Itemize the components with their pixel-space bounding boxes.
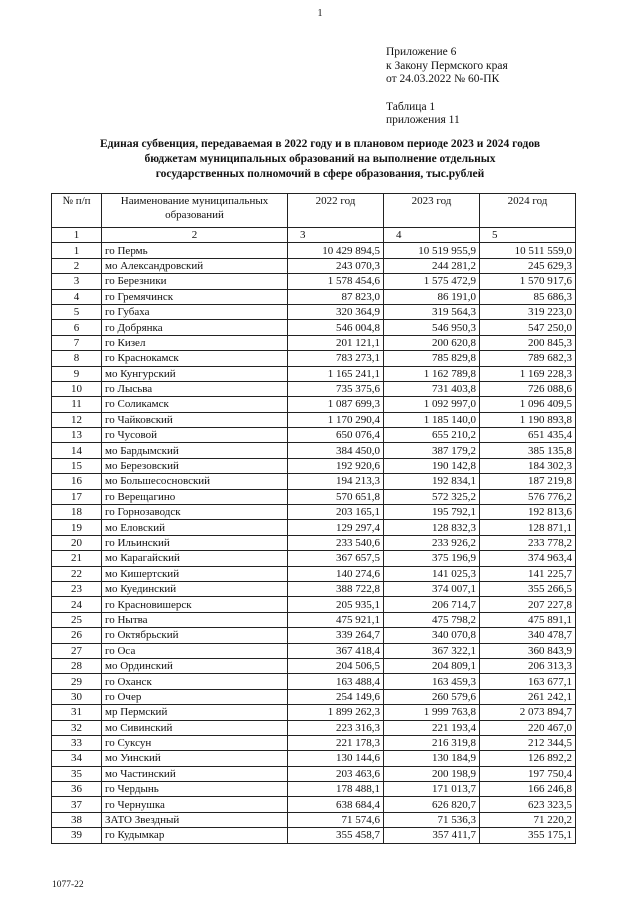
column-index: 5 (480, 228, 576, 243)
table-row (52, 505, 576, 520)
value-2024: 475 891,1 (480, 612, 576, 627)
value-2024: 200 845,3 (480, 335, 576, 350)
row-number: 38 (52, 812, 102, 827)
value-2024: 651 435,4 (480, 428, 576, 443)
row-number: 15 (52, 458, 102, 473)
value-2023: 367 322,1 (384, 643, 480, 658)
table-row (52, 274, 576, 289)
row-number: 29 (52, 674, 102, 689)
value-2023: 1 575 472,9 (384, 274, 480, 289)
municipality-name: мо Карагайский (102, 551, 288, 566)
table-label: Таблица 1 (386, 100, 436, 113)
value-2022: 10 429 894,5 (288, 243, 384, 258)
row-number: 14 (52, 443, 102, 458)
table-row (52, 828, 576, 843)
column-index: 1 (52, 228, 102, 243)
municipality-name: мо Еловский (102, 520, 288, 535)
value-2022: 201 121,1 (288, 335, 384, 350)
row-number: 20 (52, 535, 102, 550)
value-2024: 261 242,1 (480, 689, 576, 704)
table-row (52, 612, 576, 627)
value-2023: 130 184,9 (384, 751, 480, 766)
row-number: 22 (52, 566, 102, 581)
municipality-name: мо Бардымский (102, 443, 288, 458)
value-2023: 260 579,6 (384, 689, 480, 704)
municipality-name: го Березники (102, 274, 288, 289)
value-2024: 206 313,3 (480, 658, 576, 673)
appendix-line: к Закону Пермского края (386, 59, 508, 72)
municipality-name: го Верещагино (102, 489, 288, 504)
value-2024: 187 219,8 (480, 474, 576, 489)
value-2024: 360 843,9 (480, 643, 576, 658)
value-2024: 245 629,3 (480, 258, 576, 273)
municipality-name: го Лысьва (102, 381, 288, 396)
row-number: 36 (52, 782, 102, 797)
value-2024: 192 813,6 (480, 505, 576, 520)
column-header: № п/п (52, 194, 102, 228)
value-2022: 130 144,6 (288, 751, 384, 766)
value-2024: 85 686,3 (480, 289, 576, 304)
row-number: 10 (52, 381, 102, 396)
municipality-name: го Нытва (102, 612, 288, 627)
value-2024: 355 266,5 (480, 581, 576, 596)
table-row (52, 689, 576, 704)
value-2023: 626 820,7 (384, 797, 480, 812)
value-2023: 244 281,2 (384, 258, 480, 273)
value-2023: 785 829,8 (384, 351, 480, 366)
row-number: 33 (52, 735, 102, 750)
value-2022: 1 165 241,1 (288, 366, 384, 381)
title-line: государственных полномочий в сфере образования, тыс.рублей (155, 168, 485, 180)
municipality-name: го Соликамск (102, 397, 288, 412)
value-2023: 340 070,8 (384, 628, 480, 643)
row-number: 24 (52, 597, 102, 612)
value-2022: 783 273,1 (288, 351, 384, 366)
municipality-name: го Красновишерск (102, 597, 288, 612)
row-number: 28 (52, 658, 102, 673)
value-2023: 86 191,0 (384, 289, 480, 304)
table-row (52, 597, 576, 612)
value-2022: 204 506,5 (288, 658, 384, 673)
value-2022: 163 488,4 (288, 674, 384, 689)
value-2024: 233 778,2 (480, 535, 576, 550)
table-row (52, 335, 576, 350)
value-2024: 355 175,1 (480, 828, 576, 843)
table-row (52, 643, 576, 658)
row-number: 25 (52, 612, 102, 627)
value-2024: 726 088,6 (480, 381, 576, 396)
table-row (52, 751, 576, 766)
municipality-name: го Чусовой (102, 428, 288, 443)
table-row (52, 458, 576, 473)
table-row (52, 766, 576, 781)
row-number: 3 (52, 274, 102, 289)
appendix-header (386, 46, 508, 128)
value-2022: 735 375,6 (288, 381, 384, 396)
municipality-name: го Кудымкар (102, 828, 288, 843)
value-2022: 140 274,6 (288, 566, 384, 581)
table-row (52, 428, 576, 443)
column-header: 2022 год (288, 194, 384, 228)
table-row (52, 520, 576, 535)
value-2024: 220 467,0 (480, 720, 576, 735)
row-number: 12 (52, 412, 102, 427)
row-number: 11 (52, 397, 102, 412)
value-2023: 200 198,9 (384, 766, 480, 781)
value-2022: 223 316,3 (288, 720, 384, 735)
municipality-name: го Добрянка (102, 320, 288, 335)
table-row (52, 812, 576, 827)
value-2022: 638 684,4 (288, 797, 384, 812)
municipality-name: го Краснокамск (102, 351, 288, 366)
value-2023: 10 519 955,9 (384, 243, 480, 258)
row-number: 23 (52, 581, 102, 596)
row-number: 17 (52, 489, 102, 504)
value-2023: 233 926,2 (384, 535, 480, 550)
value-2022: 129 297,4 (288, 520, 384, 535)
row-number: 8 (52, 351, 102, 366)
value-2024: 340 478,7 (480, 628, 576, 643)
appendix-line: Приложение 6 (386, 46, 457, 58)
municipality-name: мо Уинский (102, 751, 288, 766)
value-2023: 204 809,1 (384, 658, 480, 673)
value-2022: 87 823,0 (288, 289, 384, 304)
title-line: бюджетам муниципальных образований на выполнение отдельных (144, 153, 496, 165)
table-row (52, 366, 576, 381)
value-2024: 623 323,5 (480, 797, 576, 812)
municipality-name: го Чернушка (102, 797, 288, 812)
value-2023: 546 950,3 (384, 320, 480, 335)
value-2024: 385 135,8 (480, 443, 576, 458)
municipality-name: го Ильинский (102, 535, 288, 550)
table-header-row (52, 194, 576, 228)
municipality-name: мо Александровский (102, 258, 288, 273)
municipality-name: мр Пермский (102, 705, 288, 720)
value-2022: 367 657,5 (288, 551, 384, 566)
value-2023: 1 185 140,0 (384, 412, 480, 427)
municipality-name: мо Ординский (102, 658, 288, 673)
row-number: 27 (52, 643, 102, 658)
value-2023: 71 536,3 (384, 812, 480, 827)
row-number: 34 (52, 751, 102, 766)
value-2022: 650 076,4 (288, 428, 384, 443)
table-row (52, 474, 576, 489)
table-row (52, 628, 576, 643)
table-row (52, 443, 576, 458)
row-number: 16 (52, 474, 102, 489)
municipality-name: го Губаха (102, 304, 288, 319)
table-body (52, 243, 576, 843)
value-2023: 1 092 997,0 (384, 397, 480, 412)
value-2024: 126 892,2 (480, 751, 576, 766)
value-2022: 1 170 290,4 (288, 412, 384, 427)
column-header: 2024 год (480, 194, 576, 228)
municipality-name: го Кизел (102, 335, 288, 350)
municipality-name: мо Большесосновский (102, 474, 288, 489)
row-number: 9 (52, 366, 102, 381)
value-2024: 141 225,7 (480, 566, 576, 581)
value-2022: 1 899 262,3 (288, 705, 384, 720)
value-2023: 163 459,3 (384, 674, 480, 689)
row-number: 31 (52, 705, 102, 720)
value-2022: 1 578 454,6 (288, 274, 384, 289)
row-number: 7 (52, 335, 102, 350)
value-2024: 128 871,1 (480, 520, 576, 535)
row-number: 26 (52, 628, 102, 643)
value-2022: 221 178,3 (288, 735, 384, 750)
municipality-name: го Пермь (102, 243, 288, 258)
value-2022: 388 722,8 (288, 581, 384, 596)
value-2024: 374 963,4 (480, 551, 576, 566)
value-2023: 141 025,3 (384, 566, 480, 581)
table-row (52, 782, 576, 797)
value-2023: 375 196,9 (384, 551, 480, 566)
value-2024: 197 750,4 (480, 766, 576, 781)
row-number: 21 (52, 551, 102, 566)
table-row (52, 566, 576, 581)
municipality-name: го Гремячинск (102, 289, 288, 304)
table-row (52, 489, 576, 504)
row-number: 6 (52, 320, 102, 335)
row-number: 39 (52, 828, 102, 843)
value-2022: 203 165,1 (288, 505, 384, 520)
value-2024: 207 227,8 (480, 597, 576, 612)
value-2022: 1 087 699,3 (288, 397, 384, 412)
table-row (52, 381, 576, 396)
municipality-name: го Чердынь (102, 782, 288, 797)
value-2024: 212 344,5 (480, 735, 576, 750)
value-2024: 1 570 917,6 (480, 274, 576, 289)
row-number: 30 (52, 689, 102, 704)
value-2023: 655 210,2 (384, 428, 480, 443)
row-number: 18 (52, 505, 102, 520)
table-row (52, 797, 576, 812)
value-2022: 475 921,1 (288, 612, 384, 627)
value-2023: 192 834,1 (384, 474, 480, 489)
value-2023: 216 319,8 (384, 735, 480, 750)
table-row (52, 397, 576, 412)
municipality-name: мо Кишертский (102, 566, 288, 581)
appendix-line: от 24.03.2022 № 60-ПК (386, 73, 500, 85)
table-row (52, 674, 576, 689)
municipality-name: мо Куединский (102, 581, 288, 596)
page-number: 1 (317, 8, 323, 19)
value-2024: 71 220,2 (480, 812, 576, 827)
value-2024: 1 096 409,5 (480, 397, 576, 412)
table-label: приложения 11 (386, 114, 460, 126)
value-2023: 731 403,8 (384, 381, 480, 396)
table-row (52, 412, 576, 427)
value-2022: 320 364,9 (288, 304, 384, 319)
table-row (52, 581, 576, 596)
column-index: 2 (102, 228, 288, 243)
column-header: 2023 год (384, 194, 480, 228)
value-2022: 384 450,0 (288, 443, 384, 458)
value-2022: 71 574,6 (288, 812, 384, 827)
value-2023: 221 193,4 (384, 720, 480, 735)
value-2023: 195 792,1 (384, 505, 480, 520)
table-row (52, 705, 576, 720)
municipality-name: мо Березовский (102, 458, 288, 473)
municipality-name: мо Кунгурский (102, 366, 288, 381)
value-2022: 339 264,7 (288, 628, 384, 643)
value-2022: 203 463,6 (288, 766, 384, 781)
value-2022: 178 488,1 (288, 782, 384, 797)
value-2022: 367 418,4 (288, 643, 384, 658)
table-row (52, 258, 576, 273)
municipality-name: мо Сивинский (102, 720, 288, 735)
document-code: 1077-22 (52, 880, 84, 890)
value-2023: 387 179,2 (384, 443, 480, 458)
value-2024: 547 250,0 (480, 320, 576, 335)
value-2024: 1 190 893,8 (480, 412, 576, 427)
municipality-name: го Горнозаводск (102, 505, 288, 520)
value-2022: 243 070,3 (288, 258, 384, 273)
row-number: 5 (52, 304, 102, 319)
value-2022: 205 935,1 (288, 597, 384, 612)
value-2024: 319 223,0 (480, 304, 576, 319)
row-number: 37 (52, 797, 102, 812)
title-line: Единая субвенция, передаваемая в 2022 году и в плановом периоде 2023 и 2024 годов (99, 138, 541, 150)
table-row (52, 720, 576, 735)
value-2023: 190 142,8 (384, 458, 480, 473)
row-number: 2 (52, 258, 102, 273)
value-2024: 576 776,2 (480, 489, 576, 504)
value-2022: 355 458,7 (288, 828, 384, 843)
value-2023: 171 013,7 (384, 782, 480, 797)
column-index: 4 (384, 228, 480, 243)
table-row (52, 658, 576, 673)
row-number: 4 (52, 289, 102, 304)
row-number: 13 (52, 428, 102, 443)
value-2024: 166 246,8 (480, 782, 576, 797)
column-index-row (52, 228, 576, 243)
value-2023: 374 007,1 (384, 581, 480, 596)
value-2024: 2 073 894,7 (480, 705, 576, 720)
table-row (52, 243, 576, 258)
value-2023: 357 411,7 (384, 828, 480, 843)
column-index: 3 (288, 228, 384, 243)
value-2022: 546 004,8 (288, 320, 384, 335)
value-2023: 200 620,8 (384, 335, 480, 350)
table-row (52, 320, 576, 335)
value-2024: 184 302,3 (480, 458, 576, 473)
municipality-name: го Очер (102, 689, 288, 704)
value-2022: 192 920,6 (288, 458, 384, 473)
value-2023: 206 714,7 (384, 597, 480, 612)
value-2024: 163 677,1 (480, 674, 576, 689)
value-2022: 254 149,6 (288, 689, 384, 704)
value-2023: 1 999 763,8 (384, 705, 480, 720)
value-2024: 1 169 228,3 (480, 366, 576, 381)
row-number: 1 (52, 243, 102, 258)
municipality-name: ЗАТО Звездный (102, 812, 288, 827)
row-number: 32 (52, 720, 102, 735)
value-2023: 475 798,2 (384, 612, 480, 627)
value-2023: 319 564,3 (384, 304, 480, 319)
municipality-name: го Октябрьский (102, 628, 288, 643)
table-row (52, 535, 576, 550)
subsidy-table (51, 193, 576, 844)
value-2023: 1 162 789,8 (384, 366, 480, 381)
value-2022: 570 651,8 (288, 489, 384, 504)
value-2022: 233 540,6 (288, 535, 384, 550)
municipality-name: го Оса (102, 643, 288, 658)
table-row (52, 304, 576, 319)
table-row (52, 351, 576, 366)
municipality-name: го Чайковский (102, 412, 288, 427)
value-2024: 10 511 559,0 (480, 243, 576, 258)
table-row (52, 551, 576, 566)
value-2022: 194 213,3 (288, 474, 384, 489)
row-number: 19 (52, 520, 102, 535)
municipality-name: го Оханск (102, 674, 288, 689)
row-number: 35 (52, 766, 102, 781)
document-title (60, 137, 580, 182)
municipality-name: го Суксун (102, 735, 288, 750)
table-row (52, 289, 576, 304)
value-2023: 572 325,2 (384, 489, 480, 504)
value-2024: 789 682,3 (480, 351, 576, 366)
value-2023: 128 832,3 (384, 520, 480, 535)
table-row (52, 735, 576, 750)
column-header: Наименование муниципальных образований (102, 194, 288, 228)
municipality-name: мо Частинский (102, 766, 288, 781)
